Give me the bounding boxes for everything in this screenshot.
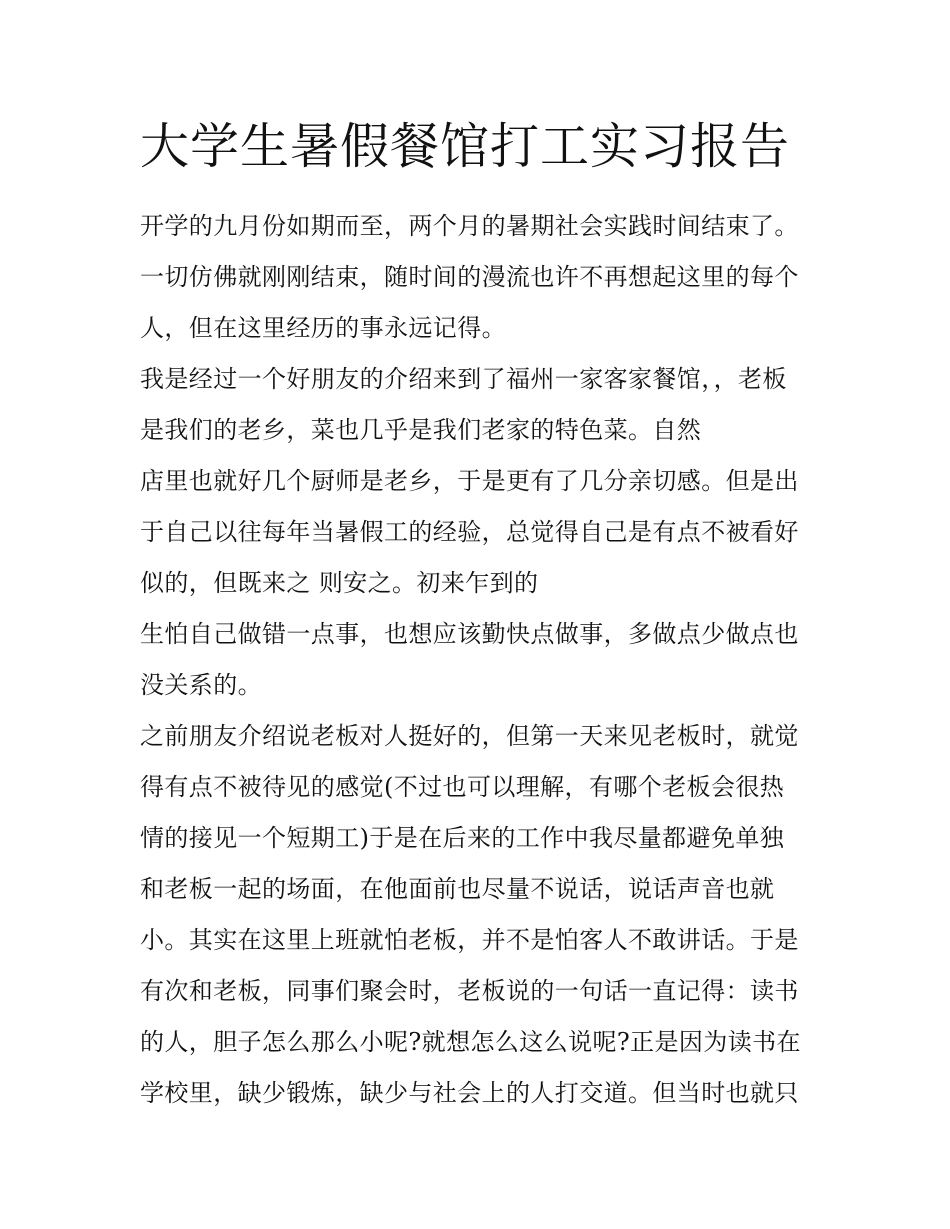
text-line: 的人，胆子怎么那么小呢?就想怎么这么说呢?正是因为读书在 — [140, 1028, 801, 1056]
text-line: 有次和老板，同事们聚会时，老板说的一句话一直记得：读书 — [140, 977, 799, 1005]
text-line: 我是经过一个好朋友的介绍来到了福州一家客家餐馆，，老板 — [140, 365, 787, 393]
text-line: 于自己以往每年当暑假工的经验，总觉得自己是有点不被看好 — [140, 518, 799, 546]
document-body — [140, 201, 830, 1119]
text-line: 似的，但既来之 则安之。初来乍到的 — [140, 569, 539, 597]
text-line: 情的接见一个短期工)于是在后来的工作中我尽量都避免单独 — [140, 824, 785, 852]
text-line: 小。其实在这里上班就怕老板，并不是怕客人不敢讲话。于是 — [140, 926, 799, 954]
text-line: 店里也就好几个厨师是老乡，于是更有了几分亲切感。但是出 — [140, 467, 799, 495]
text-line: 一切仿佛就刚刚结束，随时间的漫流也许不再想起这里的每个 — [140, 263, 799, 291]
text-line: 得有点不被待见的感觉(不过也可以理解，有哪个老板会很热 — [140, 773, 785, 801]
document-title: 大学生暑假餐馆打工实习报告 — [140, 118, 791, 175]
text-line: 生怕自己做错一点事，也想应该勤快点做事，多做点少做点也 — [140, 620, 799, 648]
text-line: 学校里，缺少锻炼，缺少与社会上的人打交道。但当时也就只 — [140, 1079, 799, 1107]
text-line: 之前朋友介绍说老板对人挺好的，但第一天来见老板时，就觉 — [140, 722, 799, 750]
text-line: 和老板一起的场面，在他面前也尽量不说话，说话声音也就 — [140, 875, 775, 903]
text-line: 人，但在这里经历的事永远记得。 — [140, 314, 506, 342]
text-line: 没关系的。 — [140, 671, 262, 699]
text-line: 是我们的老乡，菜也几乎是我们老家的特色菜。自然 — [140, 416, 702, 444]
text-line: 开学的九月份如期而至，两个月的暑期社会实践时间结束了。 — [140, 212, 799, 240]
